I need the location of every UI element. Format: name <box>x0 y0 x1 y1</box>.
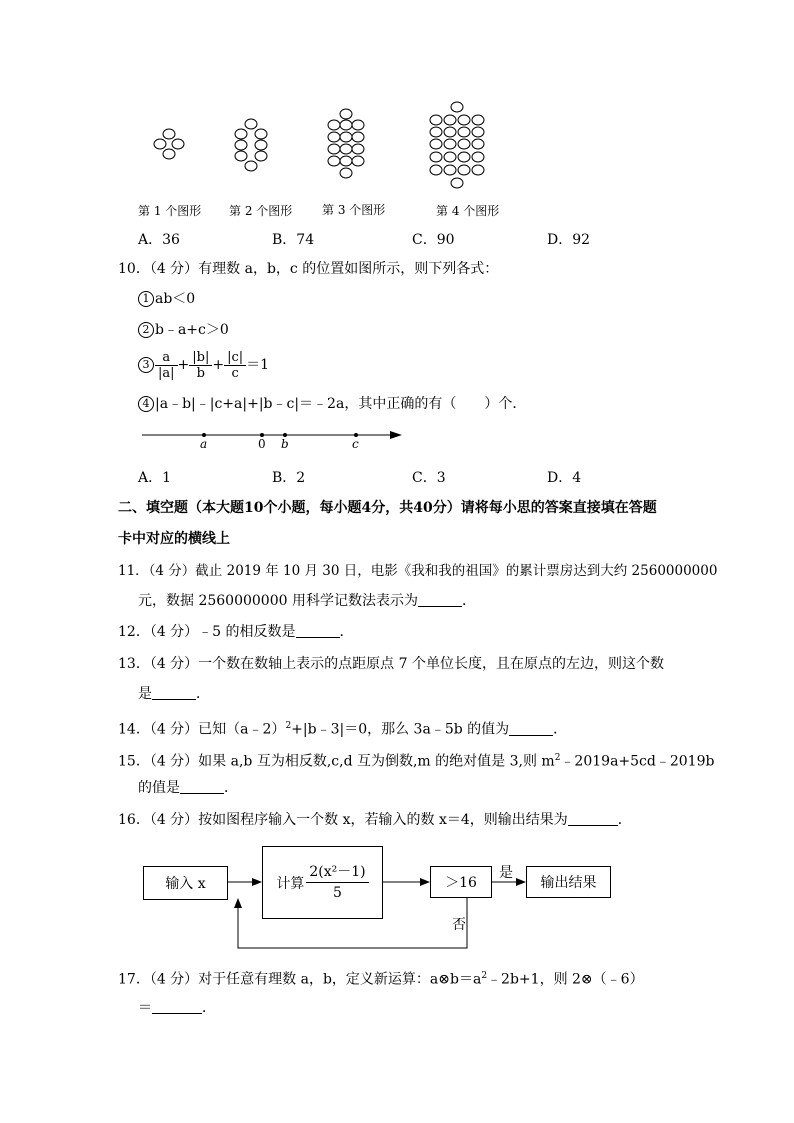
q17-line2 <box>138 998 216 1018</box>
numberline-label-0: 0 <box>258 437 266 451</box>
q9-option-a: A．36 <box>138 232 180 248</box>
q10-option-b: B．2 <box>272 470 306 486</box>
flow-condition-label: ＞16 <box>445 875 477 891</box>
q10-option-d: D．4 <box>547 470 582 486</box>
circle-number: 3 <box>138 357 154 373</box>
q10-stem: 10．（4 分）有理数 a，b，c 的位置如图所示，则下列各式： <box>118 261 499 277</box>
period: ． <box>202 1000 216 1016</box>
q13-line2-text: 是 <box>138 686 152 702</box>
fraction-a: $\frac{a}{|a|}$ <box>155 350 178 381</box>
q17-exponent: 2 <box>481 971 488 981</box>
q13-line1: 13．（4 分）一个数在数轴上表示的点距原点 7 个单位长度，且在原点的左边，则这个数 <box>118 656 664 672</box>
q16-text-body: 16．（4 分）按如图程序输入一个数 x，若输入的数 x＝4，则输出结果为 <box>118 812 568 828</box>
flow-output-label: 输出结果 <box>540 875 597 891</box>
q12-text: 12．（4 分）﹣5 的相反数是 <box>118 624 296 640</box>
circle-number: 4 <box>138 396 154 412</box>
q17-line1-pre: 17．（4 分）对于任意有理数 a，b，定义新运算：a⊗b＝a <box>118 971 482 988</box>
numberline-label-c: c <box>352 437 359 451</box>
q14-post: +|b﹣3|＝0，那么 3a﹣5b 的值为 <box>291 721 510 738</box>
figure-4-caption: 第 4 个图形 <box>436 204 500 218</box>
flow-output-box <box>526 866 611 898</box>
q17-line1 <box>118 966 644 990</box>
q9-option-c: C．90 <box>412 232 455 248</box>
equals-one: ＝1 <box>246 357 270 373</box>
period: ． <box>553 721 568 738</box>
numberline-label-a: a <box>200 437 208 451</box>
figure-1-caption: 第 1 个图形 <box>138 204 202 218</box>
q9-option-d: D．92 <box>547 232 591 248</box>
q9-option-b: B．74 <box>272 232 315 248</box>
circle-number: 2 <box>138 322 154 338</box>
q17-line1-post: ﹣2b+1，则 2⊗（﹣6） <box>487 971 644 988</box>
q14-pre: 14．（4 分）已知（a﹣2） <box>118 721 286 738</box>
section2-heading-line2: 卡中对应的横线上 <box>118 531 230 547</box>
q15-line1-pre: 15．（4 分）如果 a,b 互为相反数,c,d 互为倒数,m 的绝对值是 3,则 m <box>118 753 555 770</box>
answer-blank <box>152 999 202 1014</box>
flow-compute-box <box>262 846 383 919</box>
q15-line1-post: ﹣2019a+5cd﹣2019b <box>560 753 715 770</box>
fraction-c: $\frac{|c|}{c}$ <box>224 350 246 381</box>
fraction-b: $\frac{|b|}{b}$ <box>189 350 212 381</box>
period: ． <box>339 624 354 640</box>
flow-input-label: 输入 x <box>165 876 206 892</box>
period: ． <box>461 593 476 609</box>
q11-line2-text: 元，数据 2560000000 用科学记数法表示为 <box>138 593 418 609</box>
period: ． <box>224 780 238 796</box>
q10-item-1-text: ab＜0 <box>155 291 196 307</box>
q10-item-4-text: |a﹣b|﹣|c+a|+|b﹣c|＝﹣2a，其中正确的有（ ）个． <box>155 396 527 412</box>
q17-line2-text: ＝ <box>138 1000 152 1016</box>
circle-number: 1 <box>138 291 154 307</box>
numberline-label-b: b <box>281 437 289 451</box>
period: ． <box>196 686 210 702</box>
figure-3-caption: 第 3 个图形 <box>322 203 386 217</box>
q15-exponent: 2 <box>554 753 561 763</box>
flow-input-box <box>143 866 228 900</box>
q10-option-c: C．3 <box>412 470 446 486</box>
flow-compute-fraction: $\frac{\text{2(x²－1)}}{5}$ <box>306 862 368 903</box>
figure-2-caption: 第 2 个图形 <box>229 204 293 218</box>
q10-item-2-text: b﹣a+c＞0 <box>155 322 229 338</box>
flow-compute-label: 计算 <box>276 875 305 892</box>
plus-sign: + <box>177 357 190 373</box>
period: ． <box>617 812 632 828</box>
q11-line1: 11．（4 分）截止 2019 年 10 月 30 日，电影《我和我的祖国》的累计票房达到大约 2560000000 <box>118 563 718 579</box>
section2-heading-line1: 二、填空题（本大题10个小题，每小题4分，共40分）请将每小思的答案直接填在答题 <box>118 500 657 516</box>
flow-no-label: 否 <box>452 917 466 933</box>
flow-condition-box <box>430 866 492 898</box>
q15-line2-text: 的值是 <box>138 780 180 796</box>
q14-exponent: 2 <box>285 721 292 731</box>
plus-sign: + <box>212 357 225 373</box>
flow-yes-label: 是 <box>499 865 513 881</box>
q10-option-a: A．1 <box>138 470 172 486</box>
